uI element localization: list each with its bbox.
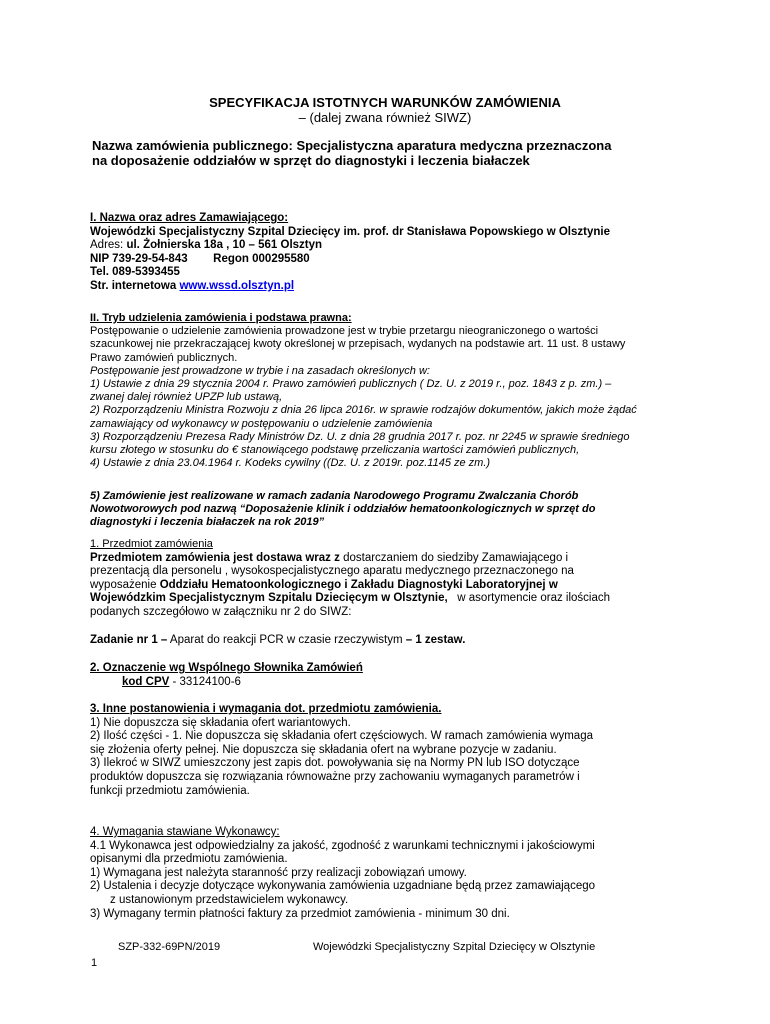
section-heading: 4. Wymagania stawiane Wykonawcy: [90, 826, 280, 838]
document-title: SPECYFIKACJA ISTOTNYCH WARUNKÓW ZAMÓWIENIA [209, 95, 561, 110]
telephone: Tel. 089-5393455 [90, 266, 180, 279]
section-heading: 3. Inne postanowienia i wymagania dot. przedmiotu zamówienia. [90, 703, 442, 715]
section-subject: 1. Przedmiot zamówienia Przedmiotem zamówienia jest dostawa wraz z dostarczaniem do siedziby Zamawiającego i prezentacją dla personelu , wysokospecjalistycznego aparatu medycznego przeznaczonego na wyposażenie Oddziału Hematoonkologicznego i Zakładu Diagnostyki Laboratoryjnej w Wojewódzkim Specjalistycznym Szpitalu Dziecięcym w Olsztynie, w asortymencie oraz ilościach podanych szczegółowo w załączniku nr 2 do SIWZ: [90, 538, 680, 620]
section-program: 5) Zamówienie jest realizowane w ramach zadania Narodowego Programu Zwalczania Chorób Nowotworowych pod nazwą “Doposażenie klinik i oddziałów hematoonkologicznych w sprzęt do diagnostyki i leczenia białaczek na rok 2019” [90, 490, 596, 529]
page-number: 1 [91, 957, 98, 969]
section-cpv: 2. Oznaczenie wg Wspólnego Słownika Zamówień kod CPV - 33124100-6 [90, 662, 680, 689]
document-subtitle: – (dalej zwana również SIWZ) [298, 110, 472, 125]
section-procedure: II. Tryb udzielenia zamówienia i podstawa prawna: Postępowanie o udzielenie zamówienia prowadzone jest w trybie przetargu nieograniczonego o wartości szacunkowej nie przekraczającej kwoty określonej w przepisach, wydanych na podstawie art. 11 ust. 8 ustawy Prawo zamówień publicznych. Postępowanie jest prowadzone w trybie i na zasadach określonych w: 1) Ustawie z dnia 29 stycznia 2004 r. Prawo zamówień publicznych ( Dz. U. z 2019 r., poz. 1843 z p. zm.) – zwanej dalej również UPZP lub ustawą, 2) Rozporządzeniu Ministra Rozwoju z dnia 26 lipca 2016r. w sprawie rodzajów dokumentów, jakich może żądać zamawiający od wykonawcy w postępowaniu o udzielenie zamówienia 3) Rozporządzeniu Prezesa Rady Ministrów Dz. U. z dnia 28 grudnia 2017 r. poz. nr 2245 w sprawie średniego kursu złotego w stosunku do € stanowiącego podstawę przeliczania wartości zamówień publicznych, 4) Ustawie z dnia 23.04.1964 r. Kodeks cywilny ((Dz. U. z 2019r. poz.1145 ze zm.) [90, 312, 685, 470]
section-heading: I. Nazwa oraz adres Zamawiającego: [90, 212, 289, 224]
address: Adres: ul. Żołnierska 18a , 10 – 561 Olsztyn [90, 239, 323, 252]
section-contractor-requirements: 4. Wymagania stawiane Wykonawcy: 4.1 Wykonawca jest odpowiedzialny za jakość, zgodność z warunkami technicznymi i jakościowymi opisanymi dla przedmiotu zamówienia. 1) Wymagana jest należyta staranność przy realizacji zobowiązań umowy. 2) Ustalenia i decyzje dotyczące wykonywania zamówienia uzgadniane będą przez zamawiającego z ustanowionym przedstawicielem wykonawcy. 3) Wymagany termin płatności faktury za przedmiot zamówienia - minimum 30 dni. [90, 826, 680, 921]
order-name: Nazwa zamówienia publicznego: Specjalistyczna aparatura medyczna przeznaczona na doposażenie oddziałów w sprzęt do diagnostyki i leczenia białaczek [92, 138, 612, 168]
footer-organization: Wojewódzki Specjalistyczny Szpital Dziecięcy w Olsztynie [313, 941, 596, 953]
section-heading: 2. Oznaczenie wg Wspólnego Słownika Zamówień [90, 662, 363, 674]
section-heading: 1. Przedmiot zamówienia [90, 538, 213, 550]
section-heading: II. Tryb udzielenia zamówienia i podstawa prawna: [90, 312, 352, 324]
website-link[interactable]: www.wssd.olsztyn.pl [179, 279, 295, 292]
section-other-requirements: 3. Inne postanowienia i wymagania dot. przedmiotu zamówienia. 1) Nie dopuszcza się składania ofert wariantowych. 2) Ilość części - 1. Nie dopuszcza się składania ofert częściowych. W ramach zamówienia wymaga się złożenia oferty pełnej. Nie dopuszcza się składania ofert na wybrane pozycje w zadaniu. 3) Ilekroć w SIWZ umieszczony jest zapis dot. powoływania się na Normy PN lub ISO dotyczące produktów dopuszcza się rozwiązania równoważne przy zachowaniu wymaganych parametrów i funkcji przedmiotu zamówienia. [90, 703, 680, 798]
task-line: Zadanie nr 1 – Aparat do reakcji PCR w czasie rzeczywistym – 1 zestaw. [90, 634, 466, 646]
footer-reference: SZP-332-69PN/2019 [118, 941, 221, 953]
nip-regon: NIP 739-29-54-843 Regon 000295580 [90, 252, 310, 265]
hospital-name: Wojewódzki Specjalistyczny Szpital Dziecięcy im. prof. dr Stanisława Popowskiego w Olsztynie [90, 225, 610, 238]
website: Str. internetowa www.wssd.olsztyn.pl [90, 279, 295, 292]
section-contracting-authority [90, 212, 680, 294]
